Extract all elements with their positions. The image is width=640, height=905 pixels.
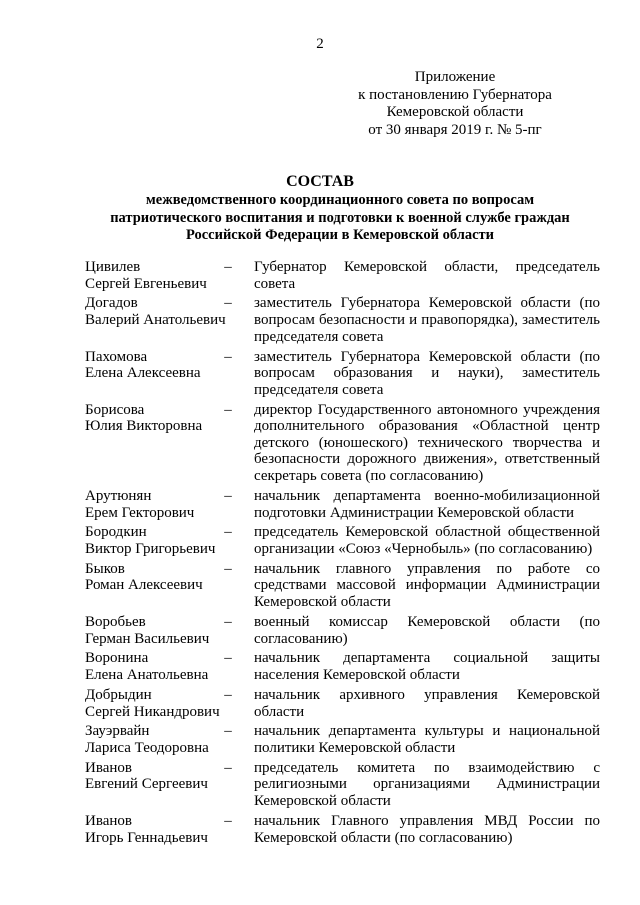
member-given-names: Виктор Григорьевич	[85, 540, 216, 557]
subtitle-line: патриотического воспитания и подготовки к военной службе граждан	[110, 209, 570, 226]
member-dash: –	[224, 613, 232, 630]
member-given-names: Елена Алексеевна	[85, 365, 201, 382]
member-entry	[0, 295, 640, 345]
members-list	[0, 259, 640, 849]
member-entry	[0, 687, 640, 720]
member-name	[85, 723, 235, 756]
member-name	[85, 349, 235, 382]
member-given-names: Сергей Никандрович	[85, 703, 220, 720]
member-entry	[0, 561, 640, 611]
member-entry	[0, 723, 640, 756]
member-given-names: Лариса Теодоровна	[85, 740, 209, 756]
member-entry	[0, 259, 640, 292]
member-name	[85, 524, 235, 557]
member-surname: Воронина	[85, 650, 149, 667]
member-dash: –	[224, 812, 232, 829]
member-entry	[0, 402, 640, 485]
member-role: начальник архивного управления Кемеровской области	[254, 686, 600, 720]
member-name	[85, 402, 235, 435]
member-surname: Зауэрвайн	[85, 723, 150, 740]
member-surname: Борисова	[85, 401, 145, 418]
document-title: СОСТАВ	[286, 173, 354, 190]
member-entry	[0, 524, 640, 557]
subtitle-line: межведомственного координационного совета по вопросам	[145, 192, 535, 208]
member-dash: –	[224, 723, 232, 740]
member-entry	[0, 614, 640, 647]
member-role: начальник департамента социальной защиты населения Кемеровской области	[254, 650, 600, 684]
member-name	[85, 295, 235, 328]
member-surname: Арутюнян	[85, 487, 152, 504]
member-given-names: Герман Васильевич	[85, 630, 210, 647]
member-surname: Пахомова	[85, 348, 148, 365]
member-surname: Цивилев	[85, 259, 141, 275]
member-name	[85, 760, 235, 793]
member-given-names: Елена Анатольевна	[85, 667, 209, 684]
member-surname: Догадов	[85, 295, 138, 312]
member-dash: –	[224, 650, 232, 667]
member-entry	[0, 813, 640, 846]
appendix-line: от 30 января 2019 г. № 5-пг	[368, 121, 542, 138]
member-role: начальник главного управления по работе со средствами массовой информации Администрации Кемеровской области	[254, 560, 600, 611]
member-role: начальник Главного управления МВД России по Кемеровской области (по согласованию)	[254, 812, 600, 846]
appendix-line: к постановлению Губернатора	[358, 86, 552, 103]
member-surname: Добрыдин	[85, 686, 152, 703]
member-name	[85, 813, 235, 846]
subtitle-line: Российской Федерации в Кемеровской области	[185, 227, 495, 243]
member-surname: Воробьев	[85, 613, 146, 630]
member-name	[85, 259, 235, 292]
member-dash: –	[224, 560, 232, 577]
member-role: заместитель Губернатора Кемеровской области (по вопросам безопасности и правопорядка), заместитель председателя совета	[254, 295, 600, 345]
member-entry	[0, 349, 640, 399]
member-name	[85, 614, 235, 647]
member-dash: –	[224, 686, 232, 703]
member-given-names: Ерем Гекторович	[85, 504, 195, 521]
member-entry	[0, 650, 640, 683]
member-surname: Иванов	[85, 759, 132, 776]
member-surname: Бородкин	[85, 524, 147, 541]
member-name	[85, 650, 235, 683]
appendix-header	[340, 69, 570, 139]
member-dash: –	[224, 348, 232, 365]
member-entry	[0, 760, 640, 810]
member-name	[85, 561, 235, 594]
member-dash: –	[224, 487, 232, 504]
member-dash: –	[224, 524, 232, 541]
member-role: начальник департамента военно-мобилизационной подготовки Администрации Кемеровской области	[254, 487, 600, 521]
member-given-names: Роман Алексеевич	[85, 577, 203, 594]
member-given-names: Валерий Анатольевич	[85, 312, 226, 329]
appendix-line: Приложение	[414, 69, 496, 85]
document-subtitle	[60, 192, 620, 245]
member-role: начальник департамента культуры и национальной политики Кемеровской области	[254, 723, 600, 756]
member-name	[85, 687, 235, 720]
member-given-names: Евгений Сергеевич	[85, 776, 208, 793]
member-dash: –	[224, 759, 232, 776]
member-given-names: Игорь Геннадьевич	[85, 829, 208, 846]
member-role: директор Государственного автономного учреждения дополнительного образования «Областной центр детского (юношеского) технического творчества и безопасности дорожного движения», ответственный секретарь совета (по согласованию)	[254, 401, 600, 485]
member-given-names: Юлия Викторовна	[85, 418, 203, 435]
member-role: председатель комитета по взаимодействию с религиозными организациями Администрации Кемеровской области	[254, 759, 600, 810]
member-dash: –	[224, 401, 232, 418]
member-surname: Иванов	[85, 812, 132, 829]
member-dash: –	[224, 259, 232, 275]
member-role: председатель Кемеровской областной общественной организации «Союз «Чернобыль» (по согласованию)	[254, 524, 600, 557]
member-role: Губернатор Кемеровской области, председатель совета	[254, 259, 600, 292]
member-dash: –	[224, 295, 232, 312]
member-entry	[0, 488, 640, 521]
member-given-names: Сергей Евгеньевич	[85, 275, 207, 292]
member-role: военный комиссар Кемеровской области (по согласованию)	[254, 613, 600, 647]
member-role: заместитель Губернатора Кемеровской области (по вопросам образования и науки), заместитель председателя совета	[254, 348, 600, 398]
page-number: 2	[316, 36, 324, 52]
appendix-line: Кемеровской области	[386, 104, 524, 120]
member-surname: Быков	[85, 560, 125, 577]
member-name	[85, 488, 235, 521]
